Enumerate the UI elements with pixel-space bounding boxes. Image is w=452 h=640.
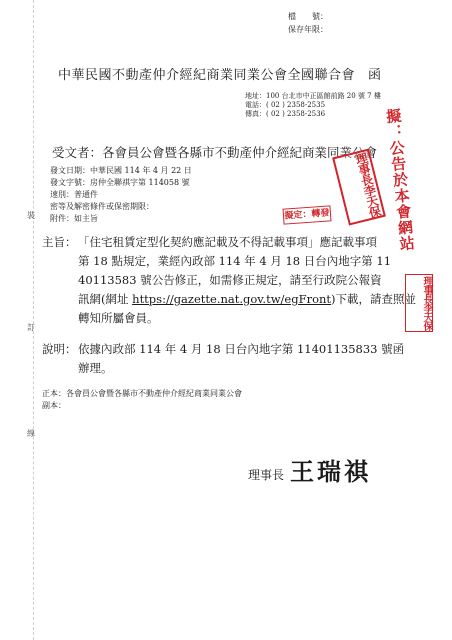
signature-title: 理事長 <box>248 468 285 482</box>
meta-date: 發文日期：中華民國 114 年 4 月 22 日 <box>50 166 192 175</box>
binding-char-middle: 訂 <box>27 323 35 332</box>
chairman-seal-right: 理事長李天保 <box>405 274 433 332</box>
draft-stamp: 擬定：轉發 <box>283 205 332 224</box>
meta-attachment: 附件：如主旨 <box>50 214 98 223</box>
explanation-line-2: 辦理。 <box>78 361 113 375</box>
meta-security: 密等及解密條件或保密期限： <box>50 202 154 211</box>
handwritten-note: 擬：公告於本會網站 <box>383 107 417 253</box>
subject-line-4-prefix: 訊網(網址 <box>78 292 133 306</box>
subject-line-4-suffix: 下載，請查照並 <box>335 292 417 306</box>
file-no-label: 檔 號： <box>288 12 328 21</box>
contact-fax: 傳真：( 02 ) 2358-2536 <box>245 110 326 118</box>
distribution-copy: 副本： <box>42 401 66 410</box>
chairman-seal-top: 理事長李天保 <box>332 148 386 225</box>
subject-label: 主旨： <box>42 235 77 249</box>
subject-line-4: 訊網(網址 https://gazette.nat.gov.tw/egFront)下載，請查照並 <box>78 292 417 306</box>
signature-name: 王瑞祺 <box>290 458 371 486</box>
distribution-main: 正本：各會員公會暨各縣市不動產仲介經紀商業同業公會 <box>42 389 242 398</box>
org-title: 中華民國不動產仲介經紀商業同業公會全國聯合會 <box>58 68 356 83</box>
meta-speed: 速別：普通件 <box>50 190 98 199</box>
subject-line-1: 「住宅租賃定型化契約應記載及不得記載事項」應記載事項 <box>78 235 377 249</box>
subject-line-5: 轉知所屬會員。 <box>78 311 159 325</box>
binding-char-top: 裝 <box>27 211 35 220</box>
binding-line <box>33 0 35 640</box>
subject-line-2: 第 18 點規定，業經內政部 114 年 4 月 18 日台內地字第 11 <box>78 254 392 268</box>
contact-phone: 電話：( 02 ) 2358-2535 <box>245 101 326 109</box>
explanation-label: 說明： <box>42 342 77 356</box>
contact-address: 地址：100 台北市中正區館前路 20 號 7 樓 <box>245 92 381 100</box>
doc-type: 函 <box>368 68 382 83</box>
subject-line-3: 40113583 號公告修正，如需修正規定，請至行政院公報資 <box>78 273 382 287</box>
recipient: 受文者：各會員公會暨各縣市不動產仲介經紀商業同業公會 <box>52 145 378 160</box>
retention-label: 保存年限： <box>288 25 328 34</box>
binding-char-bottom: 線 <box>27 429 35 438</box>
explanation-line-1: 依據內政部 114 年 4 月 18 日台內地字第 11401135833 號函 <box>78 342 405 356</box>
meta-number: 發文字號：房仲全聯祺字第 114058 號 <box>50 178 190 187</box>
gazette-link[interactable]: https://gazette.nat.gov.tw/egFront <box>132 292 332 306</box>
